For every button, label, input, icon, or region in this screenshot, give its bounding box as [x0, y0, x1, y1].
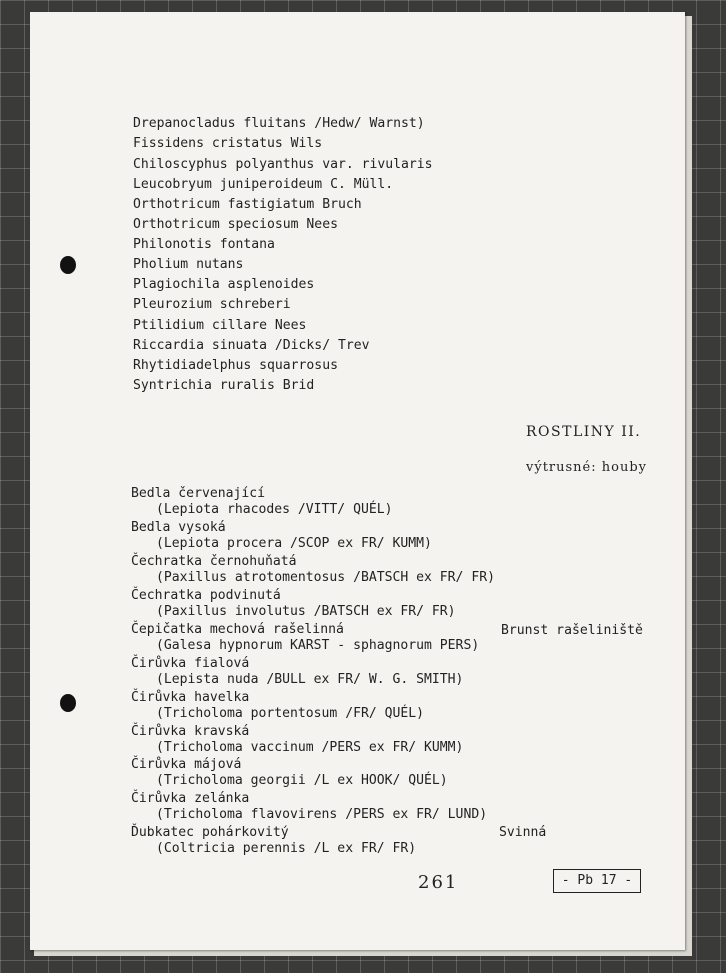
moss-item: Chiloscyphus polyanthus var. rivularis — [133, 157, 433, 172]
section-subtitle: výtrusné: houby — [526, 460, 647, 475]
fungus-latin: (Galesa hypnorum KARST - sphagnorum PERS) — [156, 638, 480, 653]
moss-item: Orthotricum speciosum Nees — [133, 217, 338, 232]
punch-hole-bottom — [60, 694, 76, 712]
fungus-name: Čirůvka havelka — [131, 690, 250, 705]
moss-item: Drepanocladus fluitans /Hedw/ Warnst) — [133, 116, 425, 131]
fungus-latin: (Lepiota rhacodes /VITT/ QUÉL) — [156, 502, 393, 517]
fungus-latin: (Tricholoma vaccinum /PERS ex FR/ KUMM) — [156, 740, 464, 755]
fungus-latin: (Coltricia perennis /L ex FR/ FR) — [156, 841, 417, 856]
moss-item: Orthotricum fastigiatum Bruch — [133, 197, 362, 212]
fungus-latin: (Lepiota procera /SCOP ex FR/ KUMM) — [156, 536, 432, 551]
fungus-name: Čechratka černohuňatá — [131, 554, 297, 569]
moss-item: Philonotis fontana — [133, 237, 275, 252]
fungus-locality: Brunst rašeliniště — [501, 623, 643, 638]
fungus-name: Čirůvka kravská — [131, 724, 250, 739]
fungus-name: Čirůvka fialová — [131, 656, 250, 671]
fungus-latin: (Tricholoma georgii /L ex HOOK/ QUÉL) — [156, 773, 448, 788]
fungus-latin: (Paxillus involutus /BATSCH ex FR/ FR) — [156, 604, 456, 619]
moss-item: Ptilidium cillare Nees — [133, 318, 307, 333]
fungus-latin: (Tricholoma portentosum /FR/ QUÉL) — [156, 706, 425, 721]
moss-item: Pleurozium schreberi — [133, 297, 291, 312]
fungus-latin: (Paxillus atrotomentosus /BATSCH ex FR/ FR) — [156, 570, 495, 585]
fungus-name: Čechratka podvinutá — [131, 588, 281, 603]
fungus-name: Ďubkatec pohárkovitý — [131, 825, 289, 840]
moss-item: Fissidens cristatus Wils — [133, 136, 323, 151]
fungus-locality: Svinná — [499, 825, 547, 840]
moss-item: Leucobryum juniperoideum C. Müll. — [133, 177, 394, 192]
fungus-name: Čepičatka mechová rašelinná — [131, 622, 344, 637]
moss-item: Pholium nutans — [133, 257, 244, 272]
moss-item: Syntrichia ruralis Brid — [133, 378, 315, 393]
fungus-name: Čirůvka májová — [131, 757, 242, 772]
moss-item: Riccardia sinuata /Dicks/ Trev — [133, 338, 370, 353]
page-number: 261 — [418, 872, 459, 893]
moss-item: Plagiochila asplenoides — [133, 277, 315, 292]
fungus-name: Čirůvka zelánka — [131, 791, 250, 806]
document-page — [30, 12, 685, 950]
section-title: ROSTLINY II. — [526, 424, 642, 440]
fungus-latin: (Tricholoma flavovirens /PERS ex FR/ LUND) — [156, 807, 488, 822]
fungus-latin: (Lepista nuda /BULL ex FR/ W. G. SMITH) — [156, 672, 464, 687]
punch-hole-top — [60, 256, 76, 274]
archive-code-box: - Pb 17 - — [553, 869, 641, 893]
fungus-name: Bedla vysoká — [131, 520, 226, 535]
moss-item: Rhytidiadelphus squarrosus — [133, 358, 338, 373]
fungus-name: Bedla červenající — [131, 486, 266, 501]
